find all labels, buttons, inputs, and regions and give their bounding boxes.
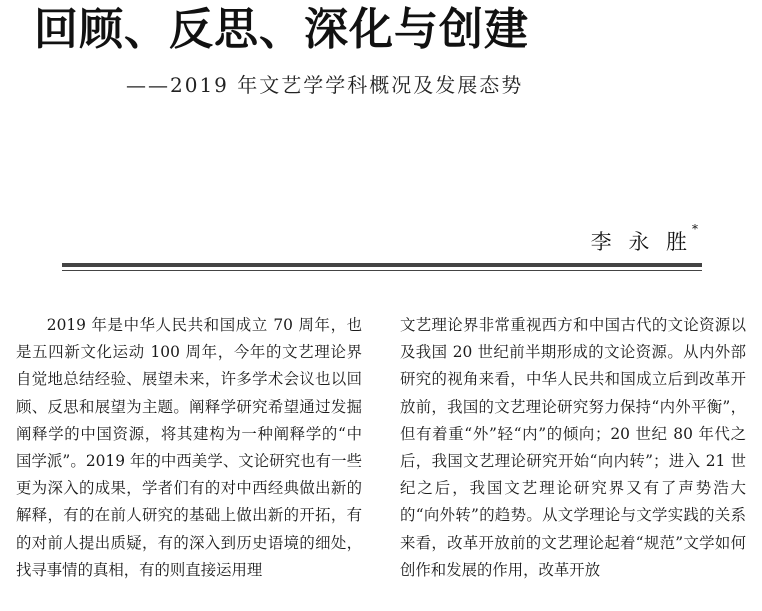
author-byline	[590, 222, 698, 256]
author-name: 李 永 胜	[590, 230, 692, 254]
author-footnote-mark: *	[692, 222, 698, 236]
body-column-left	[16, 312, 362, 584]
article-title: 回顾、反思、深化与创建	[34, 4, 529, 55]
header-rule-thin	[62, 270, 702, 271]
header-rule-thick	[62, 263, 702, 267]
article-subtitle: ——2019 年文艺学学科概况及发展态势	[126, 73, 524, 97]
body-paragraph-right: 文艺理论界非常重视西方和中国古代的文论资源以及我国 20 世纪前半期形成的文论资源。从内外部研究的视角来看，中华人民共和国成立后到改革开放前，我国的文艺理论研究努力保持“内外平衡”，但有着重“外”轻“内”的倾向；20 世纪 80 年代之后，我国文艺理论研究开始“向内转”；进入 21 世纪之后，我国文艺理论研究界又有了声势浩大的“向外转”的趋势。从文学理论与文学实践的关系来看，改革开放前的文艺理论起着“规范”文学如何创作和发展的作用，改革开放	[400, 316, 746, 579]
body-paragraph-left: 2019 年是中华人民共和国成立 70 周年，也是五四新文化运动 100 周年，今年的文艺理论界自觉地总结经验、展望未来，许多学术会议也以回顾、反思和展望为主题。阐释学研究希望通过发掘阐释学的中国资源，将其建构为一种阐释学的“中国学派”。2019 年的中西美学、文论研究也有一些更为深入的成果，学者们有的对中西经典做出新的解释，有的在前人研究的基础上做出新的开拓，有的对前人提出质疑，有的深入到历史语境的细处，找寻事情的真相，有的则直接运用理	[16, 316, 362, 579]
body-column-right	[400, 312, 746, 584]
